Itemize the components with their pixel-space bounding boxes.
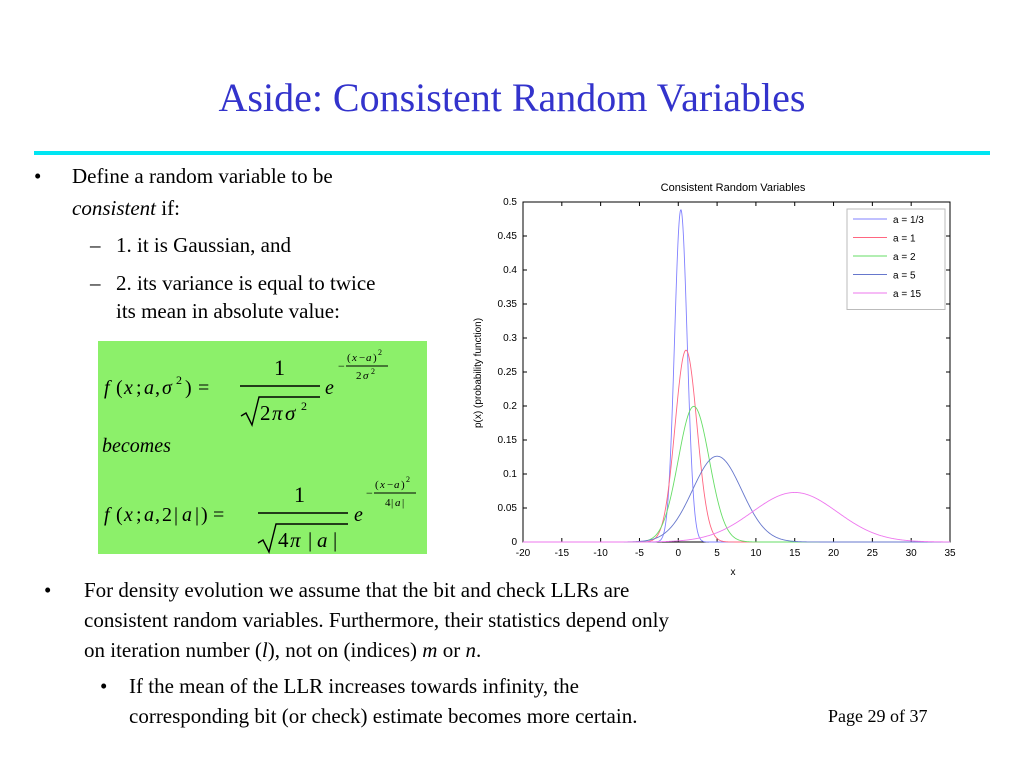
x-tick-label: -10 [593, 548, 608, 559]
exp-bar: | [402, 497, 405, 509]
y-tick-label: 0.35 [497, 299, 517, 310]
formula-box [98, 341, 427, 554]
x-tick-label: 10 [750, 548, 762, 559]
rparen: ) [185, 377, 192, 399]
sub-bullet-2-line-1: 2. its variance is equal to twice [116, 271, 376, 295]
numerator-one: 1 [274, 355, 285, 380]
a-symbol: a [144, 377, 154, 399]
exp-four: 4 [385, 497, 391, 509]
pi-symbol: π [290, 528, 301, 552]
four: 4 [278, 528, 289, 552]
legend-label: a = 15 [893, 289, 922, 300]
y-tick-label: 0.2 [503, 401, 517, 412]
legend-label: a = 2 [893, 252, 916, 263]
legend-label: a = 1 [893, 233, 916, 245]
x-symbol: x [124, 504, 133, 526]
exp-rparen: ) [373, 352, 377, 364]
e-symbol: e [325, 377, 334, 399]
b2-text: or [437, 638, 466, 662]
exp-rparen: ) [401, 479, 405, 491]
exp-x: x [352, 352, 357, 364]
exp-lparen: ( [375, 479, 379, 491]
bullet-1-line-2 [72, 193, 180, 223]
f-symbol: f [104, 377, 110, 399]
square-exponent: 2 [301, 399, 307, 413]
x-tick-label: 25 [866, 548, 878, 559]
square-exponent: 2 [176, 373, 182, 387]
e-symbol: e [354, 504, 363, 526]
legend-label: a = 1/3 [893, 215, 924, 226]
rparen: ) [201, 504, 208, 526]
a-symbol: a [144, 504, 154, 526]
abs-bar: | [333, 528, 338, 552]
exp-square: 2 [378, 348, 382, 357]
b2-l: l [261, 638, 268, 662]
exp-square: 2 [371, 367, 375, 376]
b2-text: ), not on (indices) [267, 638, 423, 662]
bullet-3-line-2: corresponding bit (or check) estimate becomes more certain. [129, 704, 638, 728]
comma: , [155, 377, 160, 399]
chart-svg [455, 176, 965, 580]
exp-square: 2 [406, 475, 410, 484]
lparen: ( [116, 377, 123, 399]
sub-bullet-1: 1. it is Gaussian, and [116, 233, 291, 257]
exp-lparen: ( [347, 352, 351, 364]
exp-minus-inner: − [387, 479, 394, 491]
exp-a: a [394, 479, 400, 491]
sigma-symbol: σ [162, 377, 172, 399]
abs-bar: | [195, 504, 200, 526]
abs-bar: | [308, 528, 313, 552]
exp-bar: | [391, 497, 394, 509]
semicolon: ; [136, 377, 142, 399]
b2-n: n [465, 638, 476, 662]
b2-m: m [422, 638, 438, 662]
y-tick-label: 0 [511, 537, 517, 548]
bullet-2-line-1: For density evolution we assume that the bit and check LLRs are [84, 578, 630, 602]
f-symbol: f [104, 504, 110, 526]
bullet-marker: • [34, 164, 42, 188]
y-tick-label: 0.4 [503, 265, 517, 276]
equals: = [198, 377, 210, 399]
y-tick-label: 0.05 [497, 503, 517, 514]
a-symbol: a [317, 528, 328, 552]
exp-minus-inner: − [359, 352, 366, 364]
exp-sigma: σ [363, 370, 369, 382]
bullet-1-line-1: Define a random variable to be [72, 164, 333, 188]
x-tick-label: -20 [515, 548, 531, 559]
y-tick-label: 0.25 [497, 367, 517, 378]
formula-graphic [98, 341, 427, 554]
bullet-2-line-3 [84, 635, 481, 665]
a-symbol: a [182, 504, 192, 526]
equals: = [213, 504, 225, 526]
legend-label: a = 5 [893, 270, 916, 282]
page-number: Page 29 of 37 [828, 706, 928, 726]
two: 2 [260, 401, 271, 425]
two: 2 [162, 504, 172, 526]
sub-bullet-2-line-2: its mean in absolute value: [116, 299, 340, 323]
chart [455, 176, 965, 580]
y-tick-label: 0.3 [503, 333, 517, 344]
b2-text: on iteration number ( [84, 638, 262, 662]
x-tick-label: 0 [675, 548, 682, 559]
bullet-3-line-1: If the mean of the LLR increases towards infinity, the [129, 674, 579, 698]
exp-a: a [366, 352, 372, 364]
x-axis-label: x [730, 567, 736, 578]
exp-minus: − [366, 486, 373, 500]
pi-symbol: π [272, 401, 283, 425]
title-divider [34, 151, 990, 155]
b2-text: . [475, 638, 482, 662]
x-tick-label: 20 [827, 548, 840, 559]
x-tick-label: 15 [789, 548, 801, 559]
x-tick-label: 35 [944, 548, 956, 559]
exp-a: a [395, 497, 401, 509]
y-tick-label: 0.1 [503, 469, 517, 480]
comma: , [155, 504, 160, 526]
exp-two: 2 [356, 370, 362, 382]
abs-bar: | [174, 504, 179, 526]
y-tick-label: 0.5 [503, 197, 517, 208]
bullet-marker: • [44, 578, 52, 602]
y-tick-label: 0.15 [497, 435, 517, 446]
x-symbol: x [124, 377, 133, 399]
sub-bullet-marker: – [90, 271, 101, 295]
x-tick-label: 30 [905, 548, 917, 559]
bullet-1-line-2-rest: if: [156, 196, 180, 220]
sigma-symbol: σ [285, 401, 296, 425]
slide-title: Aside: Consistent Random Variables [218, 75, 806, 120]
y-axis-label: p(x) (probability function) [473, 317, 484, 429]
lparen: ( [116, 504, 123, 526]
sub-bullet-marker: – [90, 233, 101, 257]
x-tick-label: 5 [714, 548, 720, 559]
exp-x: x [380, 479, 385, 491]
becomes-word: becomes [102, 435, 171, 457]
bullet-2-line-2: consistent random variables. Furthermore, their statistics depend only [84, 608, 669, 632]
x-tick-label: -15 [554, 548, 570, 559]
semicolon: ; [136, 504, 142, 526]
x-tick-label: -5 [635, 548, 644, 559]
y-tick-label: 0.45 [497, 231, 517, 242]
bullet-marker: • [100, 674, 108, 698]
numerator-one: 1 [294, 482, 305, 507]
chart-title: Consistent Random Variables [660, 182, 806, 194]
exp-minus: − [338, 359, 345, 373]
consistent-term: consistent [72, 196, 156, 220]
